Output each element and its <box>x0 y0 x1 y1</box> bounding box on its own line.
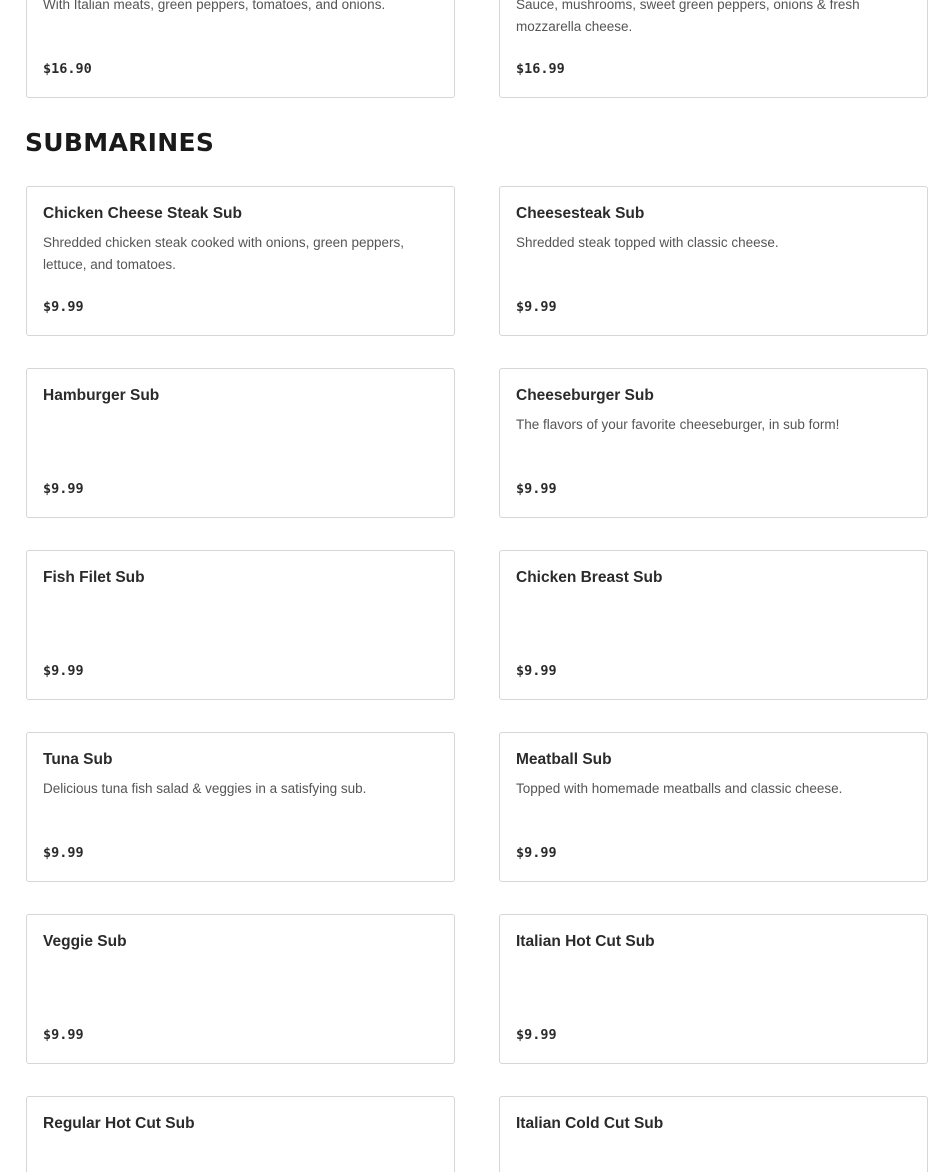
menu-item-card[interactable] <box>26 550 455 700</box>
menu-item-card[interactable] <box>26 732 455 882</box>
menu-item-price: $9.99 <box>43 299 84 315</box>
menu-item-name: Fish Filet Sub <box>43 569 145 586</box>
menu-item-price: $9.99 <box>516 845 557 861</box>
menu-item-name: Italian Cold Cut Sub <box>516 1115 664 1132</box>
menu-item-name: Cheeseburger Sub <box>516 387 654 404</box>
menu-item-price: $9.99 <box>516 663 557 679</box>
section-title-submarines: SUBMARINES <box>25 128 215 157</box>
menu-item-name: Meatball Sub <box>516 751 612 768</box>
menu-item-name: Hamburger Sub <box>43 387 160 404</box>
menu-item-description: Topped with homemade meatballs and classic cheese. <box>516 781 843 796</box>
menu-item-card[interactable] <box>26 368 455 518</box>
menu-item-price: $9.99 <box>516 299 557 315</box>
menu-item-name: Regular Hot Cut Sub <box>43 1115 195 1132</box>
menu-item-price: $16.99 <box>516 61 565 77</box>
menu-item-card[interactable] <box>26 914 455 1064</box>
menu-item-card[interactable] <box>499 186 928 336</box>
menu-item-card[interactable] <box>499 368 928 518</box>
menu-item-description: Shredded steak topped with classic cheese. <box>516 235 779 250</box>
menu-item-card[interactable] <box>499 1096 928 1172</box>
menu-item-name: Veggie Sub <box>43 933 127 950</box>
menu-item-name: Italian Hot Cut Sub <box>516 933 655 950</box>
menu-item-description: Shredded chicken steak cooked with onions, green peppers, lettuce, and tomatoes. <box>43 235 404 272</box>
menu-item-card[interactable] <box>26 1096 455 1172</box>
menu-item-card[interactable] <box>499 914 928 1064</box>
menu-item-price: $9.99 <box>516 481 557 497</box>
menu-item-name: Tuna Sub <box>43 751 113 768</box>
menu-item-price: $9.99 <box>516 1027 557 1043</box>
menu-item-description: The flavors of your favorite cheeseburger, in sub form! <box>516 417 840 432</box>
menu-item-name: Chicken Cheese Steak Sub <box>43 205 242 222</box>
menu-item-card[interactable] <box>499 0 928 98</box>
menu-item-card[interactable] <box>499 550 928 700</box>
menu-item-description: Sauce, mushrooms, sweet green peppers, onions & fresh mozzarella cheese. <box>516 0 860 34</box>
menu-item-card[interactable] <box>26 186 455 336</box>
menu-item-description: Delicious tuna fish salad & veggies in a satisfying sub. <box>43 781 367 796</box>
menu-item-price: $9.99 <box>43 845 84 861</box>
menu-item-price: $9.99 <box>43 1027 84 1043</box>
menu-item-price: $9.99 <box>43 663 84 679</box>
menu-item-price: $9.99 <box>43 481 84 497</box>
menu-item-card[interactable] <box>26 0 455 98</box>
menu-item-card[interactable] <box>499 732 928 882</box>
menu-item-name: Cheesesteak Sub <box>516 205 645 222</box>
menu-item-description: With Italian meats, green peppers, tomatoes, and onions. <box>43 0 386 12</box>
menu-item-name: Chicken Breast Sub <box>516 569 663 586</box>
menu-item-price: $16.90 <box>43 61 92 77</box>
